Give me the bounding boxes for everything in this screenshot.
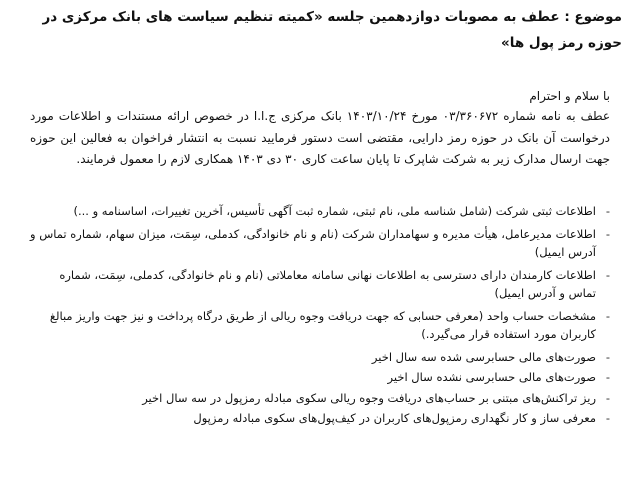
list-item-text: مشخصات حساب واحد (معرفی حسابی که جهت دریافت وجوه ریالی از طریق درگاه پرداخت و نیز جهت واریز مبالغ کاربران مورد استفاده قرار می‌گیرد.) (49, 308, 596, 341)
list-item-text: اطلاعات مدیرعامل، هیأت مدیره و سهامداران شرکت (نام و نام خانوادگی، کدملی، سِمَت، میزان سهام، شماره تماس و آدرس ایمیل) (30, 226, 596, 259)
list-item (30, 225, 610, 262)
bullet-dash-icon: - (605, 267, 610, 282)
letter-greeting: با سلام و احترام (529, 89, 610, 103)
letter-body: عطف به نامه شماره ۰۳/۳۶۰۶۷۲ مورخ ۱۴۰۳/۱۰/۲۴ بانک مرکزی ج.ا.ا در خصوص ارائه مستندات و اطلاعات مورد درخواست آن بانک در حوزه رمز دارایی، مقتضی است دستور فرمایید نسبت به انتشار فراخوان به فعالین این حوزه جهت ارسال مدارک زیر به شرکت شاپرک تا پایان ساعت کاری ۳۰ دی ۱۴۰۳ همکاری لازم را معمول فرمایند. (30, 109, 611, 166)
bullet-dash-icon: - (605, 204, 610, 218)
bullet-dash-icon: - (605, 226, 610, 241)
requirements-list (30, 202, 610, 430)
list-item-text: اطلاعات ثبتی شرکت (شامل شناسه ملی، نام ثبتی، شماره ثبت آگهی تأسیس، آخرین تغییرات، اساسنامه و ...) (73, 204, 596, 218)
bullet-dash-icon: - (605, 411, 610, 425)
list-item (30, 348, 610, 367)
list-item-text: اطلاعات کارمندان دارای دسترسی به اطلاعات نهانی سامانه معاملاتی (نام و نام خانوادگی، کدملی، سِمَت، شماره تماس و آدرس ایمیل) (59, 267, 596, 300)
list-item-text: معرفی ساز و کار نگهداری رمزپول‌های کاربران در کیف‌پول‌های سکوی مبادله رمزپول (193, 411, 596, 425)
bullet-dash-icon: - (605, 390, 610, 405)
bullet-dash-icon: - (605, 370, 610, 384)
list-item (30, 266, 610, 303)
list-item (30, 389, 610, 408)
bullet-dash-icon: - (605, 349, 610, 364)
list-item (30, 202, 610, 221)
bullet-dash-icon: - (605, 308, 610, 323)
list-item-text: ریز تراکنش‌های مبتنی بر حساب‌های دریافت وجوه ریالی سکوی مبادله رمزپول در سه سال اخیر (142, 390, 596, 405)
list-item (30, 409, 610, 428)
list-item-text: صورت‌های مالی حسابرسی شده سه سال اخیر (371, 349, 596, 364)
list-item (30, 307, 610, 344)
list-item-text: صورت‌های مالی حسابرسی نشده سال اخیر (387, 370, 596, 384)
list-item (30, 368, 610, 387)
letter-subject: موضوع : عطف به مصوبات دوازدهمین جلسه «کمیته تنظیم سیاست های بانک مرکزی در حوزه رمز پول ها» (42, 9, 622, 51)
